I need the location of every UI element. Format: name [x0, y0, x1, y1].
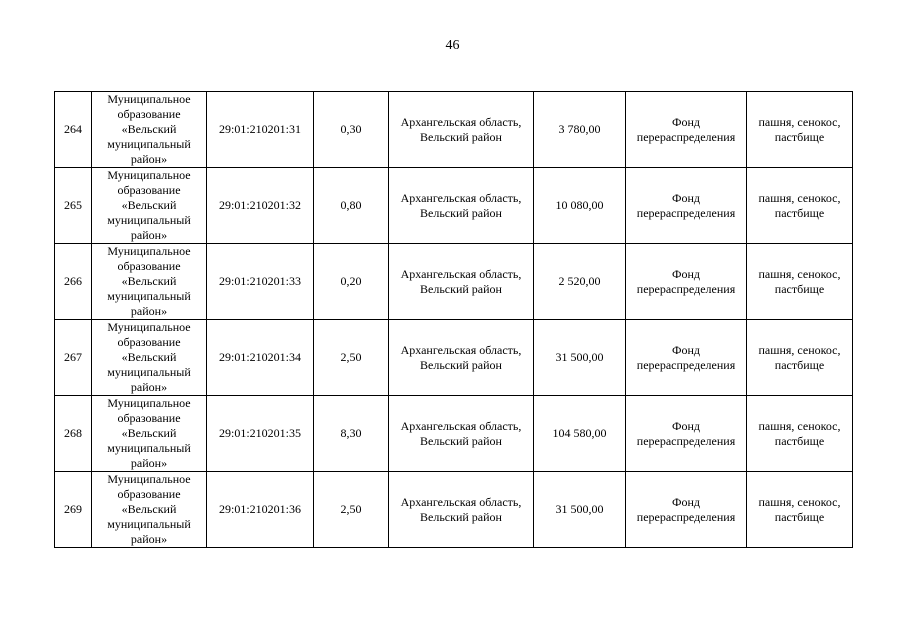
- area-cell: 2,50: [314, 472, 389, 548]
- value-cell: 10 080,00: [534, 168, 626, 244]
- table-row: [55, 244, 853, 320]
- usage-cell: пашня, сенокос, пастбище: [747, 472, 853, 548]
- area-cell: 8,30: [314, 396, 389, 472]
- row-number: 266: [55, 244, 92, 320]
- table-row: [55, 396, 853, 472]
- area-cell: 0,20: [314, 244, 389, 320]
- usage-cell: пашня, сенокос, пастбище: [747, 396, 853, 472]
- cadastral-number-cell: 29:01:210201:31: [207, 92, 314, 168]
- value-cell: 3 780,00: [534, 92, 626, 168]
- page-number: 46: [445, 38, 460, 53]
- usage-cell: пашня, сенокос, пастбище: [747, 244, 853, 320]
- value-cell: 2 520,00: [534, 244, 626, 320]
- row-number: 268: [55, 396, 92, 472]
- owner-cell: Муниципальное образование «Вельский муниципальный район»: [92, 396, 207, 472]
- location-cell: Архангельская область, Вельский район: [389, 168, 534, 244]
- row-number: 269: [55, 472, 92, 548]
- table-row: [55, 168, 853, 244]
- row-number: 265: [55, 168, 92, 244]
- usage-cell: пашня, сенокос, пастбище: [747, 320, 853, 396]
- location-cell: Архангельская область, Вельский район: [389, 320, 534, 396]
- category-cell: Фонд перераспределения: [626, 92, 747, 168]
- table-row: [55, 92, 853, 168]
- land-registry-table: [54, 91, 853, 548]
- category-cell: Фонд перераспределения: [626, 396, 747, 472]
- cadastral-number-cell: 29:01:210201:32: [207, 168, 314, 244]
- row-number: 267: [55, 320, 92, 396]
- usage-cell: пашня, сенокос, пастбище: [747, 92, 853, 168]
- location-cell: Архангельская область, Вельский район: [389, 92, 534, 168]
- owner-cell: Муниципальное образование «Вельский муниципальный район»: [92, 244, 207, 320]
- table-row: [55, 320, 853, 396]
- table-row: [55, 472, 853, 548]
- value-cell: 31 500,00: [534, 472, 626, 548]
- location-cell: Архангельская область, Вельский район: [389, 244, 534, 320]
- area-cell: 2,50: [314, 320, 389, 396]
- category-cell: Фонд перераспределения: [626, 168, 747, 244]
- area-cell: 0,80: [314, 168, 389, 244]
- row-number: 264: [55, 92, 92, 168]
- location-cell: Архангельская область, Вельский район: [389, 472, 534, 548]
- value-cell: 104 580,00: [534, 396, 626, 472]
- owner-cell: Муниципальное образование «Вельский муниципальный район»: [92, 168, 207, 244]
- cadastral-number-cell: 29:01:210201:36: [207, 472, 314, 548]
- value-cell: 31 500,00: [534, 320, 626, 396]
- cadastral-number-cell: 29:01:210201:34: [207, 320, 314, 396]
- category-cell: Фонд перераспределения: [626, 320, 747, 396]
- location-cell: Архангельская область, Вельский район: [389, 396, 534, 472]
- owner-cell: Муниципальное образование «Вельский муниципальный район»: [92, 92, 207, 168]
- category-cell: Фонд перераспределения: [626, 244, 747, 320]
- usage-cell: пашня, сенокос, пастбище: [747, 168, 853, 244]
- owner-cell: Муниципальное образование «Вельский муниципальный район»: [92, 320, 207, 396]
- category-cell: Фонд перераспределения: [626, 472, 747, 548]
- cadastral-number-cell: 29:01:210201:33: [207, 244, 314, 320]
- area-cell: 0,30: [314, 92, 389, 168]
- cadastral-number-cell: 29:01:210201:35: [207, 396, 314, 472]
- owner-cell: Муниципальное образование «Вельский муниципальный район»: [92, 472, 207, 548]
